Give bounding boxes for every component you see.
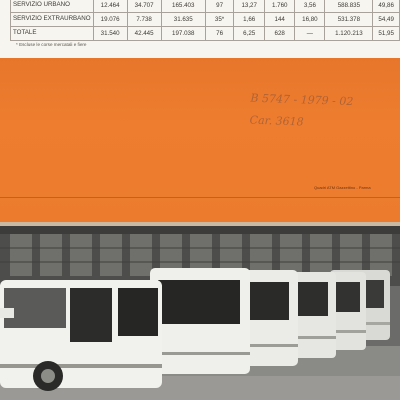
table-cell: 51,95 bbox=[373, 27, 400, 41]
table-cell: 12.464 bbox=[93, 0, 127, 13]
table-cell: 76 bbox=[205, 27, 233, 41]
table-cell: 144 bbox=[265, 13, 295, 27]
table-cell: 35* bbox=[205, 13, 233, 27]
table-cell: 1,66 bbox=[234, 13, 265, 27]
bus bbox=[150, 268, 250, 374]
table-cell: 16,80 bbox=[295, 13, 325, 27]
row-label: SERVIZIO EXTRAURBANO bbox=[11, 13, 94, 27]
row-label: TOTALE bbox=[11, 27, 94, 41]
table-cell: — bbox=[295, 27, 325, 41]
table-cell: 34.707 bbox=[127, 0, 161, 13]
bus-depot-photo-image bbox=[0, 226, 400, 400]
table-cell: 31.635 bbox=[161, 13, 205, 27]
table-cell: 1.120.213 bbox=[325, 27, 373, 41]
table-cell: 42.445 bbox=[127, 27, 161, 41]
table-cell: 54,49 bbox=[373, 13, 400, 27]
table-cell: 3,56 bbox=[295, 0, 325, 13]
handwritten-line: B 5747 - 1979 - 02 bbox=[250, 91, 354, 109]
table-cell: 31.540 bbox=[93, 27, 127, 41]
table-row bbox=[11, 0, 400, 13]
table-cell: 628 bbox=[265, 27, 295, 41]
table-row-total bbox=[11, 27, 400, 41]
table-row bbox=[11, 13, 400, 27]
table-cell: 1.760 bbox=[265, 0, 295, 13]
table-cell: 7.738 bbox=[127, 13, 161, 27]
bus-depot-photo bbox=[0, 226, 400, 400]
table-cell: 531.378 bbox=[325, 13, 373, 27]
statistics-table-sheet bbox=[0, 0, 400, 58]
row-label: SERVIZIO URBANO bbox=[11, 0, 94, 13]
statistics-table bbox=[10, 0, 400, 41]
handwritten-line: Car. 3618 bbox=[249, 113, 304, 129]
table-cell: 13,27 bbox=[234, 0, 265, 13]
photo-credit: Quadri ATM Gazzettino - Parma bbox=[314, 185, 371, 190]
fold-line bbox=[0, 197, 400, 198]
table-cell: 197.038 bbox=[161, 27, 205, 41]
table-footnote: * Escluse le corse mercatali e fiere bbox=[16, 42, 87, 47]
table-cell: 19.076 bbox=[93, 13, 127, 27]
table-cell: 588.835 bbox=[325, 0, 373, 13]
table-cell: 6,25 bbox=[234, 27, 265, 41]
handwritten-archive-note bbox=[249, 88, 390, 137]
table-cell: 49,86 bbox=[373, 0, 400, 13]
orange-cover-panel bbox=[0, 58, 400, 222]
bus bbox=[0, 280, 162, 391]
table-cell: 97 bbox=[205, 0, 233, 13]
table-cell: 165.403 bbox=[161, 0, 205, 13]
